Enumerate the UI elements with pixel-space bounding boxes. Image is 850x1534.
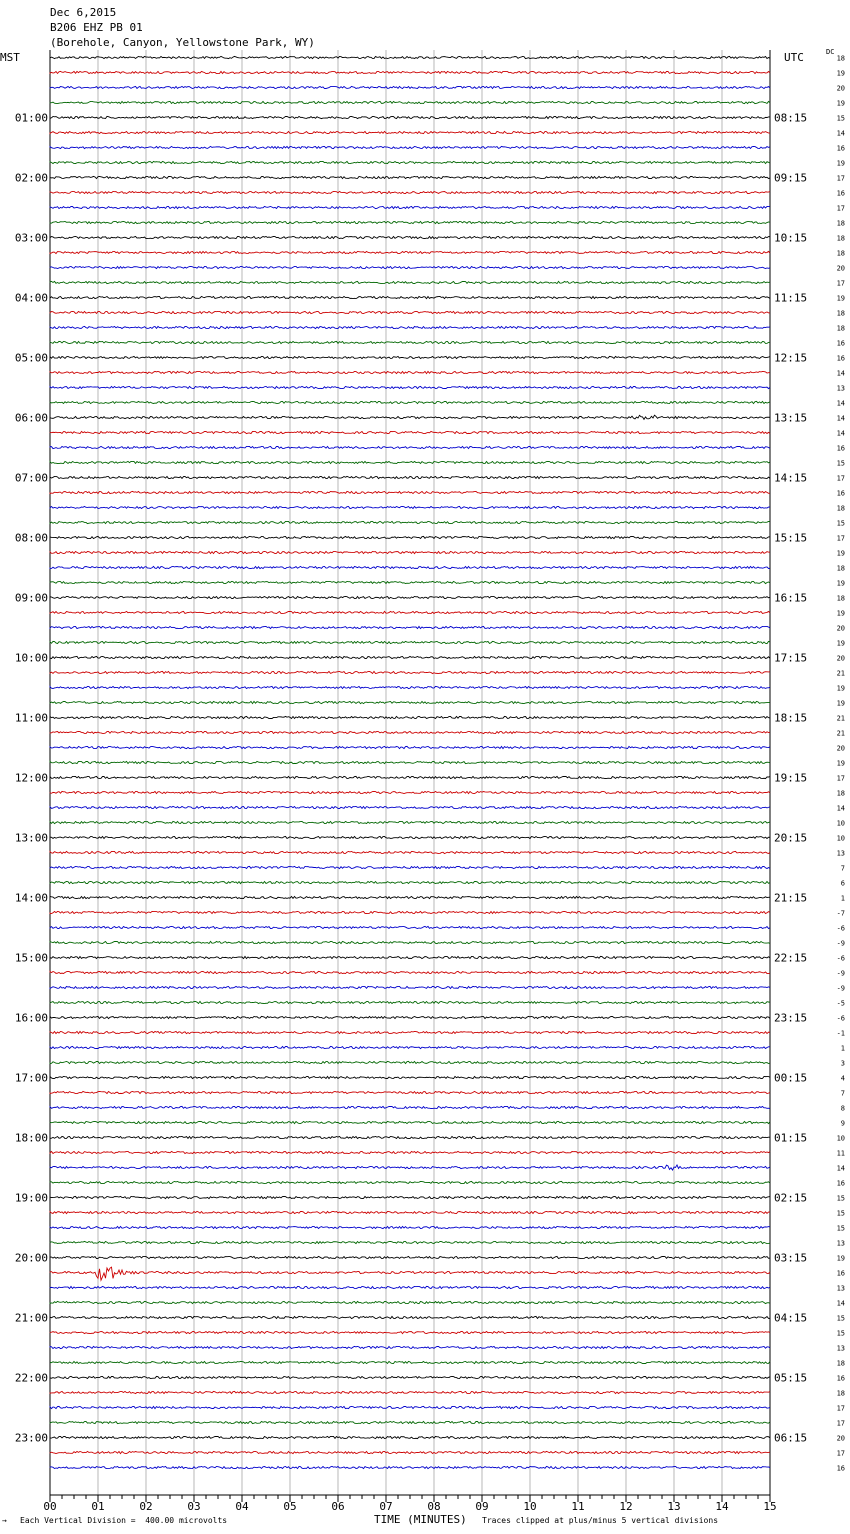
seismic-trace	[50, 1241, 770, 1243]
dc-offset-value: 16	[836, 444, 845, 453]
dc-offset-value: 19	[836, 759, 845, 768]
dc-offset-value: 10	[836, 819, 845, 828]
seismic-trace	[50, 1046, 770, 1048]
dc-offset-value: 17	[836, 279, 845, 288]
x-tick-label: 11	[571, 1500, 585, 1513]
seismic-trace	[50, 791, 770, 793]
mst-hour-label: 01:00	[14, 111, 48, 125]
seismic-trace	[50, 1406, 770, 1408]
utc-hour-label: 10:15	[774, 231, 808, 245]
mst-hour-label: 08:00	[14, 531, 48, 545]
dc-offset-value: 18	[836, 1389, 845, 1398]
utc-hour-label: 18:15	[774, 711, 808, 725]
seismic-trace	[50, 1391, 770, 1393]
dc-offset-value: 10	[836, 834, 845, 843]
dc-offset-value: 19	[836, 99, 845, 108]
seismic-trace	[50, 896, 770, 898]
dc-offset-value: -9	[836, 939, 845, 948]
mst-hour-label: 05:00	[14, 351, 48, 365]
x-tick-label: 07	[379, 1500, 393, 1513]
seismic-trace	[50, 1001, 770, 1003]
dc-offset-value: 13	[836, 1344, 845, 1353]
dc-offset-value: 1	[840, 894, 845, 903]
seismic-trace	[50, 1165, 770, 1170]
seismic-trace	[50, 221, 770, 223]
seismic-trace	[50, 1106, 770, 1108]
utc-hour-label: 00:15	[774, 1071, 808, 1085]
seismic-trace	[50, 356, 770, 358]
seismic-trace	[50, 56, 770, 58]
seismic-trace	[50, 326, 770, 328]
dc-offset-value: 16	[836, 144, 845, 153]
dc-offset-value: 20	[836, 654, 845, 663]
utc-hour-label: 15:15	[774, 531, 808, 545]
dc-offset-value: 15	[836, 1329, 845, 1338]
seismic-trace	[50, 461, 770, 463]
seismic-trace	[50, 1091, 770, 1093]
dc-offset-header: DC	[826, 48, 835, 56]
utc-hour-label: 17:15	[774, 651, 808, 665]
utc-hour-label: 09:15	[774, 171, 808, 185]
seismic-trace	[50, 86, 770, 88]
x-tick-label: 08	[427, 1500, 441, 1513]
seismic-trace	[50, 281, 770, 283]
utc-hour-label: 22:15	[774, 951, 808, 965]
dc-offset-value: 16	[836, 1179, 845, 1188]
seismic-trace	[50, 731, 770, 733]
dc-offset-value: 18	[836, 1359, 845, 1368]
seismic-trace	[50, 941, 770, 943]
seismic-trace	[50, 71, 770, 73]
seismic-trace	[50, 686, 770, 688]
dc-offset-value: -9	[836, 969, 845, 978]
x-tick-label: 04	[235, 1500, 249, 1513]
mst-hour-label: 15:00	[14, 951, 48, 965]
seismic-trace	[50, 1346, 770, 1348]
dc-offset-value: 16	[836, 1374, 845, 1383]
mst-hour-label: 10:00	[14, 651, 48, 665]
dc-offset-value: 15	[836, 114, 845, 123]
dc-offset-value: 20	[836, 624, 845, 633]
seismic-trace	[50, 476, 770, 478]
seismic-trace	[50, 1256, 770, 1258]
dc-offset-value: 18	[836, 504, 845, 513]
mst-hour-label: 14:00	[14, 891, 48, 905]
seismic-trace	[50, 1421, 770, 1423]
seismic-trace	[50, 1301, 770, 1303]
seismic-trace	[50, 176, 770, 178]
station-location: (Borehole, Canyon, Yellowstone Park, WY)	[50, 36, 315, 49]
utc-hour-label: 21:15	[774, 891, 808, 905]
dc-offset-value: 17	[836, 474, 845, 483]
seismic-trace	[50, 1061, 770, 1063]
mst-hour-label: 21:00	[14, 1311, 48, 1325]
dc-offset-value: 17	[836, 1404, 845, 1413]
dc-offset-value: 20	[836, 264, 845, 273]
dc-offset-value: 16	[836, 339, 845, 348]
dc-offset-value: 19	[836, 684, 845, 693]
mst-hour-label: 12:00	[14, 771, 48, 785]
dc-offset-value: 1	[840, 1044, 845, 1053]
utc-hour-label: 02:15	[774, 1191, 808, 1205]
dc-offset-value: 19	[836, 549, 845, 558]
dc-offset-value: 10	[836, 1134, 845, 1143]
mst-hour-label: 19:00	[14, 1191, 48, 1205]
mst-hour-label: 04:00	[14, 291, 48, 305]
dc-offset-value: 14	[836, 429, 845, 438]
dc-offset-value: 19	[836, 609, 845, 618]
seismic-trace	[50, 446, 770, 448]
x-tick-label: 09	[475, 1500, 489, 1513]
dc-offset-value: 19	[836, 699, 845, 708]
seismic-trace	[50, 521, 770, 523]
dc-offset-value: 15	[836, 1224, 845, 1233]
x-tick-label: 03	[187, 1500, 201, 1513]
seismic-trace	[50, 566, 770, 568]
seismic-trace	[50, 116, 770, 118]
dc-offset-value: 21	[836, 669, 845, 678]
dc-offset-value: 16	[836, 354, 845, 363]
seismic-trace	[50, 866, 770, 868]
dc-offset-value: 17	[836, 1449, 845, 1458]
seismic-trace	[50, 926, 770, 928]
dc-offset-value: 19	[836, 159, 845, 168]
dc-offset-value: -6	[836, 1014, 845, 1023]
seismic-trace	[50, 311, 770, 313]
seismic-trace	[50, 1226, 770, 1228]
helicorder-date: Dec 6,2015	[50, 6, 117, 19]
dc-offset-value: 18	[836, 54, 845, 63]
utc-hour-label: 08:15	[774, 111, 808, 125]
seismic-trace	[50, 656, 770, 658]
seismic-trace	[50, 881, 770, 883]
dc-offset-value: 19	[836, 69, 845, 78]
seismic-trace	[50, 101, 770, 103]
dc-offset-value: 18	[836, 789, 845, 798]
seismic-trace	[50, 1286, 770, 1288]
dc-offset-value: -9	[836, 984, 845, 993]
vertical-scale-note: Each Vertical Division = 400.00 microvolts	[20, 1516, 228, 1525]
seismic-trace	[50, 581, 770, 583]
dc-offset-value: 7	[840, 864, 845, 873]
right-timezone-label: UTC	[784, 51, 804, 64]
x-tick-label: 05	[283, 1500, 297, 1513]
seismic-trace	[50, 806, 770, 808]
seismic-trace	[50, 206, 770, 208]
seismic-trace	[50, 701, 770, 703]
utc-hour-label: 19:15	[774, 771, 808, 785]
seismic-trace	[50, 386, 770, 388]
dc-offset-value: 8	[840, 1104, 845, 1113]
seismic-trace	[50, 986, 770, 988]
dc-offset-value: 21	[836, 729, 845, 738]
mst-hour-label: 07:00	[14, 471, 48, 485]
mst-hour-label: 13:00	[14, 831, 48, 845]
seismic-trace	[50, 1016, 770, 1018]
dc-offset-value: 16	[836, 1464, 845, 1473]
utc-hour-label: 13:15	[774, 411, 808, 425]
dc-offset-value: 17	[836, 1419, 845, 1428]
seismic-trace	[50, 746, 770, 748]
seismic-trace	[50, 1267, 770, 1280]
seismic-trace	[50, 1376, 770, 1378]
dc-offset-value: 3	[840, 1059, 845, 1068]
dc-offset-value: 14	[836, 804, 845, 813]
x-tick-label: 13	[667, 1500, 681, 1513]
seismic-trace	[50, 851, 770, 853]
dc-offset-value: 15	[836, 459, 845, 468]
seismic-trace	[50, 1181, 770, 1183]
seismic-trace	[50, 956, 770, 958]
dc-offset-value: 18	[836, 324, 845, 333]
utc-hour-label: 12:15	[774, 351, 808, 365]
dc-offset-value: 14	[836, 129, 845, 138]
seismic-trace	[50, 1031, 770, 1033]
dc-offset-value: 15	[836, 1209, 845, 1218]
dc-offset-value: 19	[836, 639, 845, 648]
mst-hour-label: 17:00	[14, 1071, 48, 1085]
seismic-trace	[50, 1316, 770, 1318]
clip-note: Traces clipped at plus/minus 5 vertical divisions	[482, 1516, 719, 1525]
dc-offset-value: 11	[836, 1149, 845, 1158]
left-timezone-label: MST	[0, 51, 20, 64]
dc-offset-value: 17	[836, 534, 845, 543]
dc-offset-value: 14	[836, 369, 845, 378]
dc-offset-value: 15	[836, 1194, 845, 1203]
dc-offset-value: -5	[836, 999, 845, 1008]
x-tick-label: 06	[331, 1500, 345, 1513]
seismic-trace	[50, 506, 770, 508]
seismic-trace	[50, 1196, 770, 1198]
dc-offset-value: 13	[836, 849, 845, 858]
dc-offset-value: 18	[836, 309, 845, 318]
seismic-trace	[50, 716, 770, 718]
dc-offset-value: 4	[840, 1074, 845, 1083]
mst-hour-label: 16:00	[14, 1011, 48, 1025]
dc-offset-value: 14	[836, 1299, 845, 1308]
seismic-trace	[50, 236, 770, 238]
dc-offset-value: 9	[840, 1119, 845, 1128]
utc-hour-label: 06:15	[774, 1431, 808, 1445]
seismic-trace	[50, 1121, 770, 1123]
seismic-trace	[50, 1451, 770, 1453]
mst-hour-label: 18:00	[14, 1131, 48, 1145]
dc-offset-value: 7	[840, 1089, 845, 1098]
dc-offset-value: 16	[836, 489, 845, 498]
seismic-trace	[50, 191, 770, 193]
seismic-trace	[50, 971, 770, 973]
utc-hour-label: 23:15	[774, 1011, 808, 1025]
dc-offset-value: 20	[836, 84, 845, 93]
dc-offset-value: 18	[836, 594, 845, 603]
seismic-trace	[50, 1466, 770, 1468]
dc-offset-value: 16	[836, 189, 845, 198]
seismic-trace	[50, 596, 770, 598]
dc-offset-value: 14	[836, 399, 845, 408]
dc-offset-value: 13	[836, 1284, 845, 1293]
seismic-trace	[50, 1361, 770, 1363]
dc-offset-value: 13	[836, 384, 845, 393]
seismic-trace	[50, 836, 770, 838]
x-tick-label: 01	[91, 1500, 105, 1513]
utc-hour-label: 11:15	[774, 291, 808, 305]
seismic-trace	[50, 371, 770, 373]
seismic-trace	[50, 146, 770, 148]
dc-offset-value: -7	[836, 909, 845, 918]
seismic-trace	[50, 1076, 770, 1078]
mst-hour-label: 02:00	[14, 171, 48, 185]
x-tick-label: 10	[523, 1500, 537, 1513]
seismic-trace	[50, 761, 770, 763]
seismic-trace	[50, 266, 770, 268]
seismic-trace	[50, 671, 770, 673]
dc-offset-value: 18	[836, 249, 845, 258]
mst-hour-label: 06:00	[14, 411, 48, 425]
seismic-trace	[50, 626, 770, 628]
seismic-trace	[50, 776, 770, 778]
dc-offset-value: 18	[836, 564, 845, 573]
seismic-trace	[50, 161, 770, 163]
dc-offset-value: 18	[836, 219, 845, 228]
seismic-trace	[50, 431, 770, 433]
dc-offset-value: 16	[836, 1269, 845, 1278]
seismic-trace	[50, 821, 770, 823]
mst-hour-label: 22:00	[14, 1371, 48, 1385]
seismic-trace	[50, 341, 770, 343]
utc-hour-label: 05:15	[774, 1371, 808, 1385]
seismic-trace	[50, 611, 770, 613]
seismic-trace	[50, 551, 770, 553]
mst-hour-label: 11:00	[14, 711, 48, 725]
utc-hour-label: 04:15	[774, 1311, 808, 1325]
dc-offset-value: 19	[836, 1254, 845, 1263]
utc-hour-label: 14:15	[774, 471, 808, 485]
seismic-trace	[50, 131, 770, 133]
seismic-trace	[50, 911, 770, 913]
dc-offset-value: -6	[836, 924, 845, 933]
dc-offset-value: 17	[836, 174, 845, 183]
utc-hour-label: 16:15	[774, 591, 808, 605]
dc-offset-value: 21	[836, 714, 845, 723]
dc-offset-value: 14	[836, 1164, 845, 1173]
utc-hour-label: 03:15	[774, 1251, 808, 1265]
dc-offset-value: 13	[836, 1239, 845, 1248]
x-tick-label: 12	[619, 1500, 633, 1513]
seismic-trace	[50, 1136, 770, 1138]
seismic-trace	[50, 415, 770, 419]
dc-offset-value: -1	[836, 1029, 845, 1038]
seismic-trace	[50, 1436, 770, 1438]
dc-offset-value: 15	[836, 1314, 845, 1323]
station-code: B206 EHZ PB 01	[50, 21, 143, 34]
seismic-trace	[50, 536, 770, 538]
dc-offset-value: 15	[836, 519, 845, 528]
dc-offset-value: 14	[836, 414, 845, 423]
seismic-trace	[50, 1151, 770, 1153]
x-tick-label: 14	[715, 1500, 729, 1513]
seismic-trace	[50, 401, 770, 403]
seismic-trace	[50, 641, 770, 643]
seismic-trace	[50, 251, 770, 253]
seismic-trace	[50, 296, 770, 298]
dc-offset-value: 18	[836, 234, 845, 243]
x-axis-label: TIME (MINUTES)	[374, 1513, 467, 1526]
mst-hour-label: 03:00	[14, 231, 48, 245]
x-tick-label: 00	[43, 1500, 57, 1513]
dc-offset-value: 6	[840, 879, 845, 888]
dc-offset-value: -6	[836, 954, 845, 963]
mst-hour-label: 20:00	[14, 1251, 48, 1265]
seismic-trace	[50, 1211, 770, 1213]
dc-offset-value: 17	[836, 774, 845, 783]
mst-hour-label: 09:00	[14, 591, 48, 605]
dc-offset-value: 17	[836, 204, 845, 213]
seismic-trace	[50, 491, 770, 493]
utc-hour-label: 01:15	[774, 1131, 808, 1145]
x-tick-label: 15	[763, 1500, 777, 1513]
dc-offset-value: 20	[836, 1434, 845, 1443]
dc-offset-value: 19	[836, 579, 845, 588]
dc-offset-value: 19	[836, 294, 845, 303]
mst-hour-label: 23:00	[14, 1431, 48, 1445]
dc-offset-value: 20	[836, 744, 845, 753]
utc-hour-label: 20:15	[774, 831, 808, 845]
seismic-trace	[50, 1331, 770, 1333]
x-tick-label: 02	[139, 1500, 153, 1513]
scale-arrow: →	[2, 1516, 7, 1525]
